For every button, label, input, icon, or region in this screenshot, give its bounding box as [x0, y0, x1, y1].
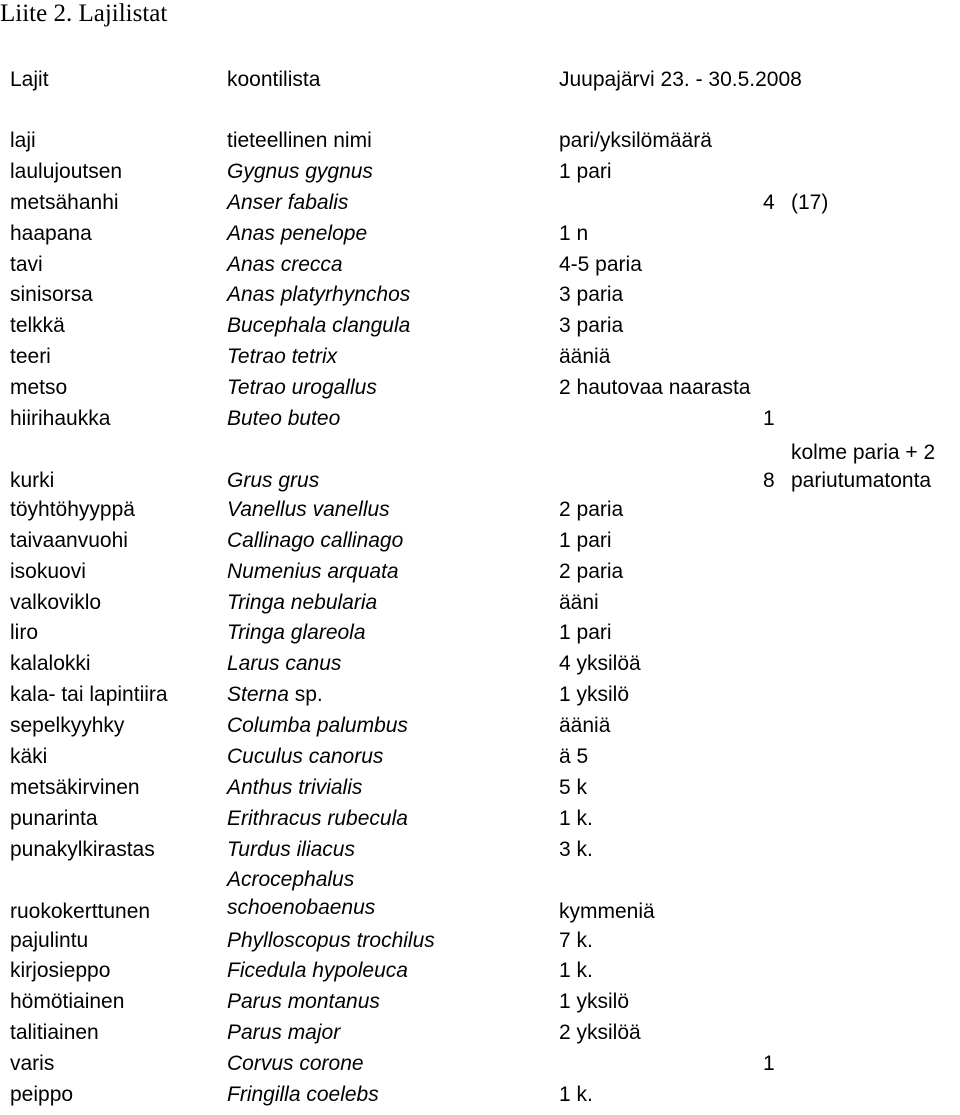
species-common-name: metso [10, 376, 68, 400]
pair-count: 1 k. [559, 1083, 593, 1107]
pair-count: 4-5 paria [559, 252, 642, 276]
table-row [0, 311, 960, 342]
column-header-maara: pari/yksilömäärä [559, 129, 712, 152]
scientific-name: Parus major [227, 1021, 341, 1045]
page-title: Liite 2. Lajilistat [0, 0, 168, 27]
table-row [0, 926, 960, 957]
species-scientific-name [227, 987, 380, 1018]
pair-count: 2 yksilöä [559, 1021, 641, 1045]
table-row [0, 557, 960, 588]
column-header-tieteellinen-nimi: tieteellinen nimi [227, 129, 372, 152]
scientific-name: Bucephala clangula [227, 314, 411, 338]
pair-count: 1 pari [559, 159, 612, 183]
count-note-line-2: pariutumatonta [791, 468, 932, 492]
species-scientific-name [227, 250, 343, 281]
scientific-name: Anas penelope [227, 221, 368, 245]
species-common-name: haapana [10, 221, 92, 245]
species-common-name: metsäkirvinen [10, 775, 140, 799]
column-header-laji: laji [10, 129, 36, 152]
pair-count: ääniä [559, 714, 611, 738]
table-row [0, 835, 960, 866]
species-scientific-name [227, 1080, 379, 1111]
species-scientific-name [227, 956, 408, 987]
pair-count: 7 k. [559, 928, 593, 952]
table-row [0, 219, 960, 250]
table-row [0, 1049, 960, 1080]
scientific-name: Callinago callinago [227, 528, 404, 552]
scientific-name: Phylloscopus trochilus [227, 928, 435, 952]
species-common-name: talitiainen [10, 1021, 99, 1045]
table-row [0, 342, 960, 373]
scientific-name-line-1: Acrocephalus [227, 867, 355, 891]
species-scientific-name [227, 1049, 364, 1080]
table-row [0, 987, 960, 1018]
species-table [0, 126, 960, 1111]
species-scientific-name [227, 742, 383, 773]
species-scientific-name [227, 588, 377, 619]
pair-count: 1 k. [559, 959, 593, 983]
species-scientific-name [227, 711, 408, 742]
scientific-name: Gygnus gygnus [227, 159, 373, 183]
table-row [0, 773, 960, 804]
scientific-name: Cuculus canorus [227, 745, 384, 769]
scientific-name: Ficedula hypoleuca [227, 959, 408, 983]
scientific-name: Numenius arquata [227, 559, 399, 583]
scientific-name: Erithracus rubecula [227, 806, 408, 830]
scientific-name: Parus montanus [227, 990, 380, 1014]
scientific-name: Larus canus [227, 652, 342, 676]
table-row [0, 188, 960, 219]
species-common-name: varis [10, 1052, 55, 1076]
scientific-name: Anthus trivialis [227, 775, 363, 799]
species-scientific-name [227, 526, 403, 557]
species-common-name: sinisorsa [10, 283, 93, 307]
table-row [0, 1080, 960, 1111]
scientific-name-suffix: sp. [288, 683, 323, 707]
count-number: 8 [763, 468, 775, 492]
table-row [0, 649, 960, 680]
count-number: 1 [763, 1052, 775, 1076]
species-scientific-name [227, 649, 341, 680]
table-row [0, 495, 960, 526]
pair-count: ääniä [559, 345, 611, 369]
table-row [0, 1018, 960, 1049]
species-scientific-name [227, 157, 373, 188]
species-common-name: töyhtöhyyppä [10, 497, 135, 521]
species-scientific-name [227, 342, 337, 373]
scientific-name: Anas crecca [227, 252, 343, 276]
pair-count: 5 k [559, 775, 588, 799]
species-scientific-name [227, 926, 435, 957]
species-common-name: sepelkyyhky [10, 714, 125, 738]
pair-count: 2 paria [559, 497, 624, 521]
scientific-name: Tetrao tetrix [227, 345, 338, 369]
pair-count: ääni [559, 590, 599, 614]
pair-count: 3 paria [559, 314, 624, 338]
scientific-name: Tetrao urogallus [227, 376, 377, 400]
species-common-name: telkkä [10, 314, 65, 338]
species-common-name: kirjosieppo [10, 959, 111, 983]
species-scientific-name [227, 557, 399, 588]
species-scientific-name [227, 373, 377, 404]
species-common-name: teeri [10, 345, 51, 369]
species-common-name: kalalokki [10, 652, 91, 676]
species-scientific-name [227, 835, 355, 866]
pair-count: 1 pari [559, 528, 612, 552]
pair-count: 1 yksilö [559, 683, 630, 707]
species-scientific-name [227, 219, 367, 250]
table-row [0, 711, 960, 742]
species-common-name: isokuovi [10, 559, 86, 583]
table-row [0, 680, 960, 711]
species-common-name: käki [10, 745, 48, 769]
scientific-name: Anas platyrhynchos [227, 283, 411, 307]
table-row [0, 157, 960, 188]
species-scientific-name [227, 495, 390, 526]
scientific-name: Tringa glareola [227, 621, 366, 645]
scientific-name: Corvus corone [227, 1052, 364, 1076]
pair-count: ä 5 [559, 745, 589, 769]
species-scientific-name [227, 804, 408, 835]
table-row [0, 618, 960, 649]
species-scientific-name [227, 680, 323, 711]
scientific-name: Sterna [227, 683, 289, 707]
pair-count: 1 k. [559, 806, 593, 830]
species-common-name: pajulintu [10, 928, 89, 952]
scientific-name: Turdus iliacus [227, 837, 355, 861]
table-row [0, 804, 960, 835]
table-row [0, 866, 960, 926]
scientific-name: Columba palumbus [227, 714, 408, 738]
scientific-name: Buteo buteo [227, 407, 341, 431]
pair-count: 4 yksilöä [559, 652, 641, 676]
table-row [0, 280, 960, 311]
species-scientific-name [227, 866, 375, 922]
species-common-name: tavi [10, 252, 43, 276]
species-common-name: ruokokerttunen [10, 899, 151, 923]
table-row [0, 435, 960, 495]
scientific-name: Fringilla coelebs [227, 1083, 379, 1107]
table-row [0, 742, 960, 773]
species-common-name: punakylkirastas [10, 837, 155, 861]
species-scientific-name [227, 467, 319, 495]
species-common-name: kala- tai lapintiira [10, 683, 168, 707]
scientific-name: Tringa nebularia [227, 590, 378, 614]
species-scientific-name [227, 618, 366, 649]
species-common-name: hiirihaukka [10, 407, 111, 431]
species-common-name: valkoviklo [10, 590, 102, 614]
species-scientific-name [227, 311, 410, 342]
species-scientific-name [227, 404, 340, 435]
header-location-date: Juupajärvi 23. - 30.5.2008 [559, 68, 802, 91]
table-row [0, 404, 960, 435]
species-scientific-name [227, 280, 410, 311]
table-row [0, 588, 960, 619]
count-note: (17) [791, 190, 829, 214]
species-scientific-name [227, 188, 348, 219]
table-header-row [0, 126, 960, 157]
species-common-name: kurki [10, 468, 55, 492]
species-scientific-name [227, 1018, 340, 1049]
header-lajit: Lajit [10, 68, 49, 91]
species-common-name: taivaanvuohi [10, 528, 128, 552]
scientific-name: Grus grus [227, 468, 320, 492]
pair-count: 1 yksilö [559, 990, 630, 1014]
species-common-name: peippo [10, 1083, 74, 1107]
scientific-name: Vanellus vanellus [227, 497, 390, 521]
pair-count: 1 n [559, 221, 589, 245]
count-number: 4 [763, 190, 775, 214]
table-row [0, 250, 960, 281]
count-note-line-1: kolme paria + 2 [791, 440, 936, 464]
count-note [791, 439, 935, 495]
pair-count: kymmeniä [559, 899, 655, 923]
pair-count: 2 hautovaa naarasta [559, 376, 751, 400]
header-koontilista: koontilista [227, 68, 321, 91]
species-scientific-name [227, 773, 362, 804]
species-common-name: metsähanhi [10, 190, 119, 214]
pair-count: 3 paria [559, 283, 624, 307]
species-common-name: punarinta [10, 806, 98, 830]
scientific-name: Anser fabalis [227, 190, 349, 214]
pair-count: 2 paria [559, 559, 624, 583]
pair-count: 3 k. [559, 837, 593, 861]
pair-count: 1 pari [559, 621, 612, 645]
count-number: 1 [763, 407, 775, 431]
scientific-name-line-2: schoenobaenus [227, 895, 376, 919]
table-row [0, 373, 960, 404]
species-common-name: laulujoutsen [10, 159, 123, 183]
table-row [0, 956, 960, 987]
species-common-name: hömötiainen [10, 990, 125, 1014]
species-common-name: liro [10, 621, 39, 645]
table-row [0, 526, 960, 557]
